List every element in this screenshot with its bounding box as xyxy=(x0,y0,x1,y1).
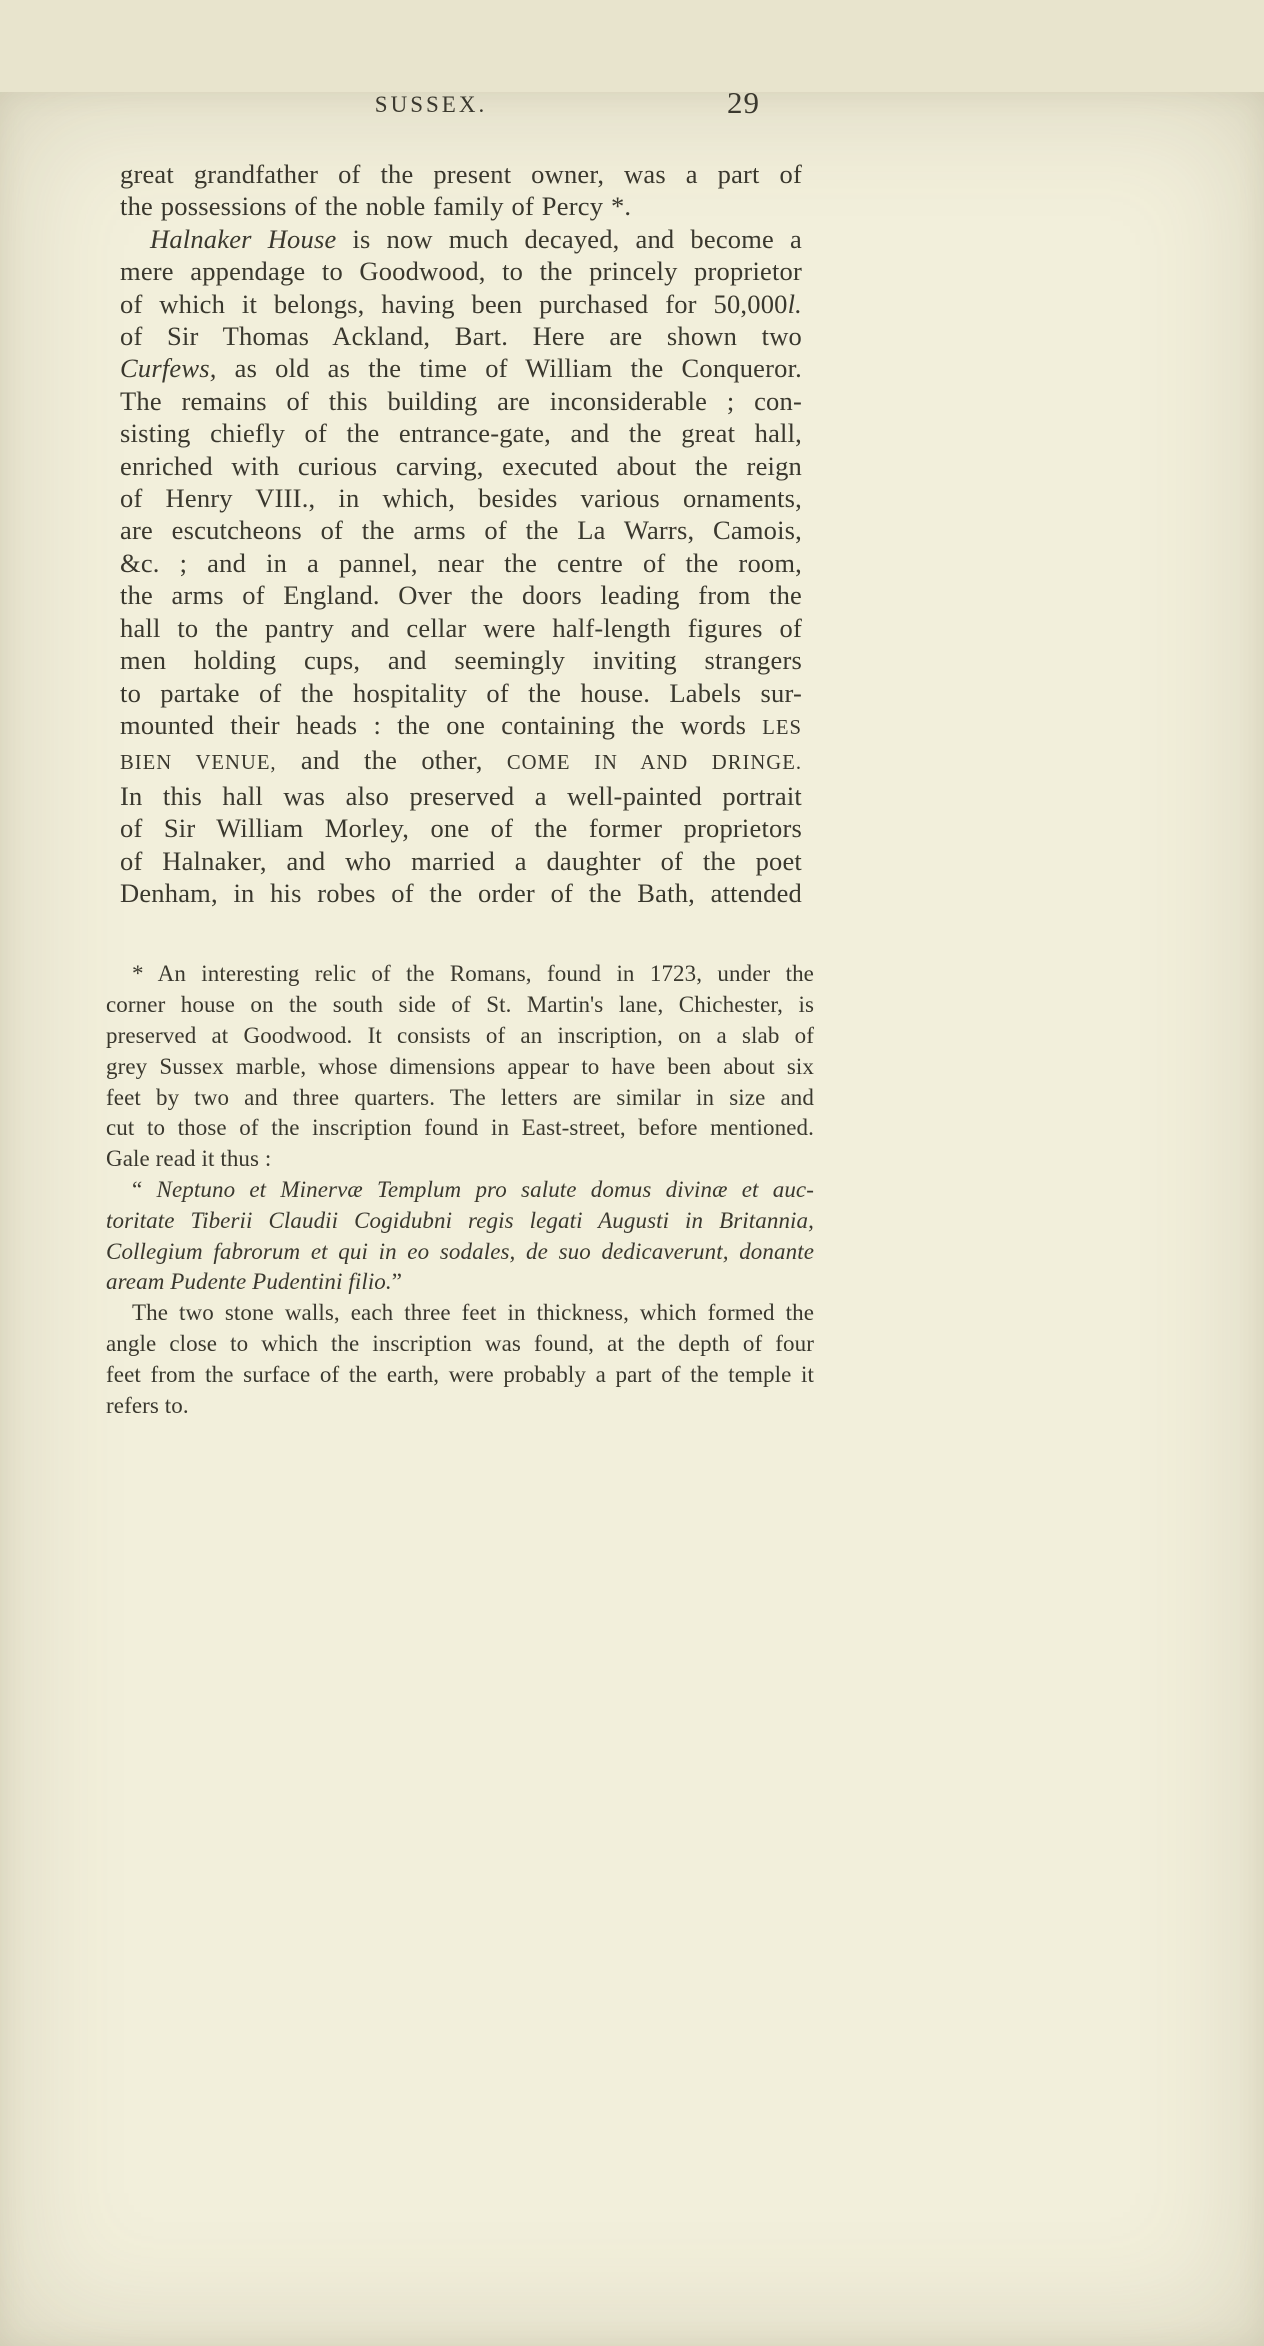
footnote-line xyxy=(106,1083,814,1114)
footnote-line xyxy=(106,990,814,1021)
text-line xyxy=(120,877,802,909)
text-segment: l. xyxy=(787,288,802,319)
text-line xyxy=(120,612,802,644)
text-segment: enriched with curious carving, executed about the reign xyxy=(120,450,802,481)
text-segment: corner house on the south side of St. Martin's lane, Chichester, is xyxy=(106,992,814,1018)
footnote-line xyxy=(106,1267,814,1298)
footnote-line xyxy=(106,959,814,990)
text-segment: Denham, in his robes of the order of the Bath, attended xyxy=(120,877,802,908)
text-line xyxy=(120,677,802,709)
text-line xyxy=(120,780,802,812)
text-segment: and the other, xyxy=(276,745,507,776)
text-segment: LES xyxy=(762,716,802,739)
text-segment: Curfews, xyxy=(120,353,217,384)
footnote-line xyxy=(106,1175,814,1206)
text-segment: of Sir Thomas Ackland, Bart. Here are shown two xyxy=(120,321,802,352)
text-line xyxy=(120,579,802,611)
text-segment: of Sir William Morley, one of the former proprietors xyxy=(120,813,802,844)
footnote-line xyxy=(106,1329,814,1360)
running-title: SUSSEX. xyxy=(374,92,488,117)
text-line xyxy=(120,352,802,384)
text-segment: the possessions of the noble family of Percy *. xyxy=(120,191,632,222)
text-segment: the arms of England. Over the doors leading from the xyxy=(120,580,802,611)
text-segment: The remains of this building are inconsiderable ; con- xyxy=(120,385,802,416)
text-segment: to partake of the hospitality of the house. Labels sur- xyxy=(120,677,802,708)
page-number: 29 xyxy=(727,85,760,120)
text-segment: Neptuno et Minervæ Templum pro salute domus divinæ et auc- xyxy=(156,1176,814,1202)
text-line xyxy=(120,709,802,744)
text-segment: * An interesting relic of the Romans, found in 1723, under the xyxy=(132,961,814,987)
book-page xyxy=(0,85,1264,2346)
footnote-line xyxy=(106,1206,814,1237)
text-segment: men holding cups, and seemingly inviting strangers xyxy=(120,645,802,676)
footnote-line xyxy=(106,1298,814,1329)
text-segment: BIEN VENUE, xyxy=(120,752,277,775)
text-segment: cut to those of the inscription found in East-street, before mentioned. xyxy=(106,1115,814,1141)
text-segment: “ xyxy=(132,1176,157,1202)
text-line xyxy=(120,158,802,190)
text-segment: as old as the time of William the Conqueror. xyxy=(216,353,802,384)
text-segment: refers to. xyxy=(106,1392,189,1418)
footnote-line xyxy=(106,1237,814,1268)
text-line xyxy=(120,514,802,546)
footnote-line xyxy=(106,1113,814,1144)
text-line xyxy=(120,644,802,676)
body-text xyxy=(120,158,802,909)
text-line xyxy=(120,385,802,417)
text-segment: In this hall was also preserved a well-painted portrait xyxy=(120,780,802,811)
footnote-line xyxy=(106,1391,814,1422)
text-line xyxy=(120,320,802,352)
text-line xyxy=(120,190,802,222)
text-segment: The two stone walls, each three feet in thickness, which formed the xyxy=(132,1300,814,1326)
text-segment: mere appendage to Goodwood, to the princely proprietor xyxy=(120,256,802,287)
text-segment: is now much decayed, and become a xyxy=(336,223,802,254)
text-line xyxy=(120,288,802,320)
text-line xyxy=(120,845,802,877)
text-segment: great grandfather of the present owner, was a part of xyxy=(120,159,802,189)
text-segment: angle close to which the inscription was found, at the depth of four xyxy=(106,1330,814,1356)
text-line xyxy=(120,450,802,482)
text-line xyxy=(120,223,802,255)
text-line xyxy=(120,482,802,514)
text-line xyxy=(120,255,802,287)
text-segment: hall to the pantry and cellar were half-length figures of xyxy=(120,612,802,643)
text-segment: feet by two and three quarters. The letters are similar in size and xyxy=(106,1084,814,1110)
footnote-line xyxy=(106,1144,814,1175)
text-segment: Collegium fabrorum et qui in eo sodales, de suo dedicaverunt, donante xyxy=(106,1238,814,1264)
text-segment: Halnaker House xyxy=(150,223,337,254)
text-segment: mounted their heads : the one containing the words xyxy=(120,709,763,740)
text-segment: of which it belongs, having been purchased for 50,000 xyxy=(120,288,788,319)
footnote xyxy=(106,959,814,1421)
text-line xyxy=(120,417,802,449)
footnote-line xyxy=(106,1021,814,1052)
text-line xyxy=(120,812,802,844)
page-header xyxy=(120,85,802,134)
text-segment: COME IN AND DRINGE. xyxy=(506,752,802,775)
text-segment: ” xyxy=(391,1269,403,1295)
text-segment: of Halnaker, and who married a daughter of the poet xyxy=(120,845,802,876)
text-segment: &c. ; and in a pannel, near the centre of the room, xyxy=(120,547,802,578)
text-segment: feet from the surface of the earth, were probably a part of the temple it xyxy=(106,1361,814,1387)
text-segment: Gale read it thus : xyxy=(106,1146,272,1172)
text-segment: sisting chiefly of the entrance-gate, and the great hall, xyxy=(120,418,802,449)
text-segment: of Henry VIII., in which, besides various ornaments, xyxy=(120,483,802,514)
text-segment: aream Pudente Pudentini filio. xyxy=(106,1269,392,1295)
text-segment: preserved at Goodwood. It consists of an inscription, on a slab of xyxy=(106,1022,814,1048)
footnote-line xyxy=(106,1360,814,1391)
text-line xyxy=(120,547,802,579)
text-line xyxy=(120,744,802,779)
text-segment: toritate Tiberii Claudii Cogidubni regis legati Augusti in Britannia, xyxy=(106,1207,814,1233)
footnote-line xyxy=(106,1052,814,1083)
text-segment: grey Sussex marble, whose dimensions appear to have been about six xyxy=(106,1053,814,1079)
text-segment: are escutcheons of the arms of the La Warrs, Camois, xyxy=(120,515,802,546)
